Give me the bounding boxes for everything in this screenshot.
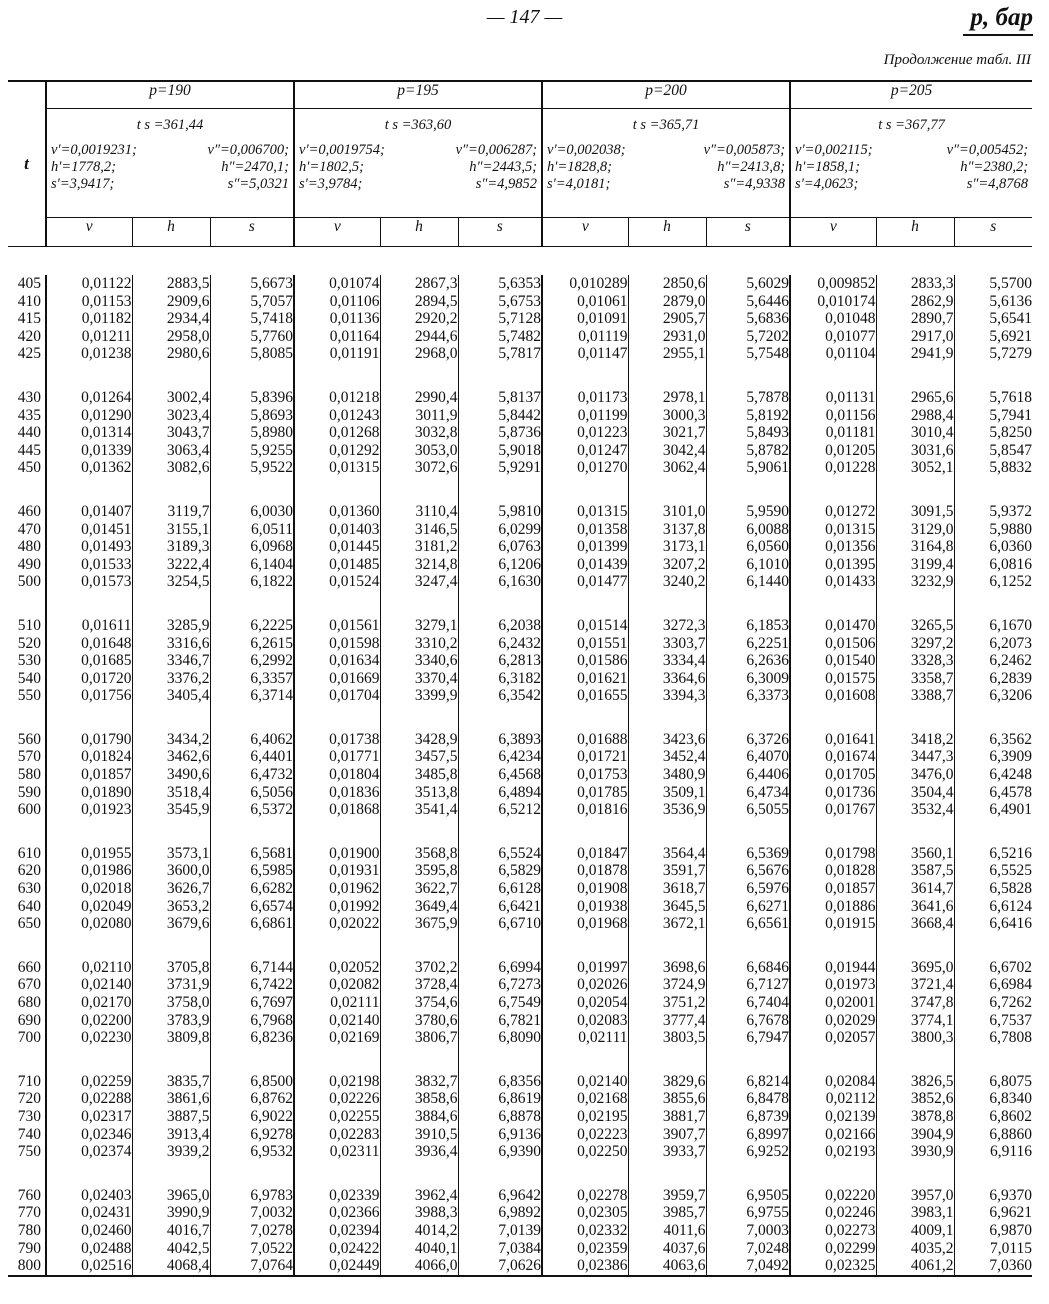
s-prime: s′=3,9417; <box>51 176 115 192</box>
h-prime: h′=1828,8; <box>547 159 612 175</box>
v-values: 0,02110 0,02140 0,02170 0,02200 0,02230 <box>46 959 132 1047</box>
s-double-prime: s″=4,9338 <box>723 176 786 192</box>
v-values: 0,02220 0,02246 0,02273 0,02299 0,02325 <box>790 1187 876 1276</box>
h-prime: h′=1858,1; <box>795 159 860 175</box>
v-values: 0,02084 0,02112 0,02139 0,02166 0,02193 <box>790 1073 876 1161</box>
h-values: 3568,8 3595,8 3622,7 3649,4 3675,9 <box>380 845 458 933</box>
temperature-cell: 710 720 730 740 750 <box>8 1073 46 1161</box>
s-values: 6,9783 7,0032 7,0278 7,0522 7,0764 <box>210 1187 294 1276</box>
s-values: 6,6846 6,7127 6,7404 6,7678 6,7947 <box>706 959 790 1047</box>
saturation-block <box>542 109 790 218</box>
pressure-header: p=190 <box>46 81 294 109</box>
saturation-temperature: t s =363,60 <box>384 117 452 133</box>
temperature-cell: 760 770 780 790 800 <box>8 1187 46 1276</box>
v-values: 0,01790 0,01824 0,01857 0,01890 0,01923 <box>46 731 132 819</box>
v-double-prime: v″=0,005873; <box>703 142 786 158</box>
h-values: 3119,7 3155,1 3189,3 3222,4 3254,5 <box>132 503 210 591</box>
v-values: 0,01997 0,02026 0,02054 0,02083 0,02111 <box>542 959 628 1047</box>
h-values: 2883,5 2909,6 2934,4 2958,0 2980,6 <box>132 275 210 363</box>
h-values: 3285,9 3316,6 3346,7 3376,2 3405,4 <box>132 617 210 705</box>
h-prime: h′=1802,5; <box>299 159 364 175</box>
table-row-group <box>8 1187 1032 1276</box>
v-values: 0,02198 0,02226 0,02255 0,02283 0,02311 <box>294 1073 380 1161</box>
v-values: 0,01514 0,01551 0,01586 0,01621 0,01655 <box>542 617 628 705</box>
v-values: 0,01272 0,01315 0,01356 0,01395 0,01433 <box>790 503 876 591</box>
s-values: 6,0030 6,0511 6,0968 6,1404 6,1822 <box>210 503 294 591</box>
s-values: 6,1670 6,2073 6,2462 6,2839 6,3206 <box>989 616 1033 705</box>
s-double-prime: s″=4,8768 <box>966 176 1029 192</box>
v-values: 0,02140 0,02168 0,02195 0,02223 0,02250 <box>542 1073 628 1161</box>
v-prime: v′=0,002038; <box>547 142 626 158</box>
h-values: 3279,1 3310,2 3340,6 3370,4 3399,9 <box>380 617 458 705</box>
table-row-group <box>8 1073 1032 1161</box>
h-values: 3101,0 3137,8 3173,1 3207,2 3240,2 <box>628 503 706 591</box>
s-values: 5,6673 5,7057 5,7418 5,7760 5,8085 <box>210 275 294 363</box>
s-values: 6,3562 6,3909 6,4248 6,4578 6,4901 <box>989 730 1033 819</box>
temperature-cell: 405 410 415 420 425 <box>8 275 46 363</box>
v-values: 0,01360 0,01403 0,01445 0,01485 0,01524 <box>294 503 380 591</box>
s-double-prime: s″=5,0321 <box>227 176 290 192</box>
s-values: 6,8075 6,8340 6,8602 6,8860 6,9116 <box>989 1072 1033 1161</box>
h-values: 3564,4 3591,7 3618,7 3645,5 3672,1 <box>628 845 706 933</box>
saturation-block <box>790 109 1032 218</box>
h-values: 2990,4 3011,9 3032,8 3053,0 3072,6 <box>380 389 458 477</box>
s-values: 5,9590 6,0088 6,0560 6,1010 6,1440 <box>706 503 790 591</box>
h-values: 3962,4 3988,3 4014,2 4040,1 4066,0 <box>380 1187 458 1276</box>
h-values: 3826,5 3852,6 3878,8 3904,9 3930,9 <box>876 1073 954 1161</box>
column-header-v: v <box>790 218 876 247</box>
s-values: 5,6353 5,6753 5,7128 5,7482 5,7817 <box>458 275 542 363</box>
column-header-v: v <box>46 218 132 247</box>
saturation-temperature: t s =361,44 <box>136 117 204 133</box>
h-values: 3265,5 3297,2 3328,3 3358,7 3388,7 <box>876 617 954 705</box>
v-values: 0,01315 0,01358 0,01399 0,01439 0,01477 <box>542 503 628 591</box>
v-double-prime: v″=0,006700; <box>207 142 290 158</box>
s-values: 5,9810 6,0299 6,0763 6,1206 6,1630 <box>458 503 542 591</box>
v-double-prime: v″=0,006287; <box>455 142 538 158</box>
s-values: 6,8214 6,8478 6,8739 6,8997 6,9252 <box>706 1073 790 1161</box>
temperature-cell: 510 520 530 540 550 <box>8 617 46 705</box>
v-values: 0,01611 0,01648 0,01685 0,01720 0,01756 <box>46 617 132 705</box>
saturation-temperature: t s =365,71 <box>632 117 700 133</box>
h-values: 2978,1 3000,3 3021,7 3042,4 3062,4 <box>628 389 706 477</box>
v-values: 0,01847 0,01878 0,01908 0,01938 0,01968 <box>542 845 628 933</box>
h-double-prime: h″=2470,1; <box>221 159 290 175</box>
s-values: 6,3893 6,4234 6,4568 6,4894 6,5212 <box>458 731 542 819</box>
unit-underline <box>963 34 1033 36</box>
v-values: 0,01944 0,01973 0,02001 0,02029 0,02057 <box>790 959 876 1047</box>
h-values: 3959,7 3985,7 4011,6 4037,6 4063,6 <box>628 1187 706 1276</box>
table-row-group <box>8 731 1032 819</box>
temperature-cell: 430 435 440 445 450 <box>8 389 46 477</box>
h-values: 3418,2 3447,3 3476,0 3504,4 3532,4 <box>876 731 954 819</box>
s-values: 5,9372 5,9880 6,0360 6,0816 6,1252 <box>989 502 1033 591</box>
s-values: 5,7618 5,7941 5,8250 5,8547 5,8832 <box>989 388 1033 477</box>
temperature-cell: 610 620 630 640 650 <box>8 845 46 933</box>
v-values: 0,02052 0,02082 0,02111 0,02140 0,02169 <box>294 959 380 1047</box>
s-values: 6,5369 6,5676 6,5976 6,6271 6,6561 <box>706 845 790 933</box>
h-values: 3832,7 3858,6 3884,6 3910,5 3936,4 <box>380 1073 458 1161</box>
v-values: 0,01264 0,01290 0,01314 0,01339 0,01362 <box>46 389 132 477</box>
s-values: 6,5216 6,5525 6,5828 6,6124 6,6416 <box>989 844 1033 933</box>
column-header-h: h <box>876 218 954 247</box>
column-header-v: v <box>294 218 380 247</box>
table-row-group <box>8 389 1032 477</box>
s-prime: s′=3,9784; <box>299 176 363 192</box>
v-prime: v′=0,0019754; <box>299 142 385 158</box>
s-prime: s′=4,0623; <box>795 176 859 192</box>
table-row-group <box>8 617 1032 705</box>
v-values: 0,01738 0,01771 0,01804 0,01836 0,01868 <box>294 731 380 819</box>
s-prime: s′=4,0181; <box>547 176 611 192</box>
v-values: 0,01641 0,01674 0,01705 0,01736 0,01767 <box>790 731 876 819</box>
s-values: 6,4062 6,4401 6,4732 6,5056 6,5372 <box>210 731 294 819</box>
table-row-group <box>8 959 1032 1047</box>
s-values: 5,8396 5,8693 5,8980 5,9255 5,9522 <box>210 389 294 477</box>
saturation-block <box>46 109 294 218</box>
h-values: 3957,0 3983,1 4009,1 4035,2 4061,2 <box>876 1187 954 1276</box>
s-values: 5,5700 5,6136 5,6541 5,6921 5,7279 <box>989 275 1033 363</box>
s-values: 6,9642 6,9892 7,0139 7,0384 7,0626 <box>458 1187 542 1276</box>
h-values: 2965,6 2988,4 3010,4 3031,6 3052,1 <box>876 389 954 477</box>
saturation-block <box>294 109 542 218</box>
v-prime: v′=0,0019231; <box>51 142 137 158</box>
v-values: 0,01218 0,01243 0,01268 0,01292 0,01315 <box>294 389 380 477</box>
s-values: 6,9370 6,9621 6,9870 7,0115 7,0360 <box>954 1187 1032 1276</box>
column-header-s: s <box>458 218 542 247</box>
saturation-temperature: t s =367,77 <box>878 117 945 133</box>
h-values: 3560,1 3587,5 3614,7 3641,6 3668,4 <box>876 845 954 933</box>
h-values: 3695,0 3721,4 3747,8 3774,1 3800,3 <box>876 959 954 1047</box>
continuation-note: Продолжение табл. III <box>883 52 1031 68</box>
temperature-cell: 560 570 580 590 600 <box>8 731 46 819</box>
v-values: 0,01173 0,01199 0,01223 0,01247 0,01270 <box>542 389 628 477</box>
column-header-v: v <box>542 218 628 247</box>
s-values: 6,5524 6,5829 6,6128 6,6421 6,6710 <box>458 845 542 933</box>
s-values: 6,2225 6,2615 6,2992 6,3357 6,3714 <box>210 617 294 705</box>
column-header-h: h <box>628 218 706 247</box>
v-values: 0,01122 0,01153 0,01182 0,01211 0,01238 <box>46 275 132 363</box>
v-values: 0,02403 0,02431 0,02460 0,02488 0,02516 <box>46 1187 132 1276</box>
s-values: 6,7144 6,7422 6,7697 6,7968 6,8236 <box>210 959 294 1047</box>
h-values: 2833,3 2862,9 2890,7 2917,0 2941,9 <box>876 275 954 363</box>
v-prime: v′=0,002115; <box>795 142 873 158</box>
s-values: 5,7878 5,8192 5,8493 5,8782 5,9061 <box>706 389 790 477</box>
s-values: 6,9505 6,9755 7,0003 7,0248 7,0492 <box>706 1187 790 1276</box>
h-prime: h′=1778,2; <box>51 159 116 175</box>
h-values: 2850,6 2879,0 2905,7 2931,0 2955,1 <box>628 275 706 363</box>
v-values: 0,02339 0,02366 0,02394 0,02422 0,02449 <box>294 1187 380 1276</box>
s-values: 6,3726 6,4070 6,4406 6,4734 6,5055 <box>706 731 790 819</box>
h-values: 3965,0 3990,9 4016,7 4042,5 4068,4 <box>132 1187 210 1276</box>
pressure-header: p=205 <box>790 81 1032 109</box>
s-values: 5,6029 5,6446 5,6836 5,7202 5,7548 <box>706 275 790 363</box>
h-double-prime: h″=2380,2; <box>960 159 1029 175</box>
column-header-s: s <box>954 218 1032 247</box>
column-header-h: h <box>380 218 458 247</box>
h-double-prime: h″=2413,8; <box>717 159 786 175</box>
v-values: 0,01470 0,01506 0,01540 0,01575 0,01608 <box>790 617 876 705</box>
h-values: 3835,7 3861,6 3887,5 3913,4 3939,2 <box>132 1073 210 1161</box>
v-values: 0,009852 0,010174 0,01048 0,01077 0,01104 <box>790 275 876 363</box>
s-values: 6,6994 6,7273 6,7549 6,7821 6,8090 <box>458 959 542 1047</box>
h-values: 3573,1 3600,0 3626,7 3653,2 3679,6 <box>132 845 210 933</box>
pressure-header: p=200 <box>542 81 790 109</box>
v-values: 0,02278 0,02305 0,02332 0,02359 0,02386 <box>542 1187 628 1276</box>
s-values: 6,8356 6,8619 6,8878 6,9136 6,9390 <box>458 1073 542 1161</box>
v-values: 0,01074 0,01106 0,01136 0,01164 0,01191 <box>294 275 380 363</box>
v-values: 0,01131 0,01156 0,01181 0,01205 0,01228 <box>790 389 876 477</box>
h-values: 3434,2 3462,6 3490,6 3518,4 3545,9 <box>132 731 210 819</box>
h-values: 3698,6 3724,9 3751,2 3777,4 3803,5 <box>628 959 706 1047</box>
h-values: 3272,3 3303,7 3334,4 3364,6 3394,3 <box>628 617 706 705</box>
s-values: 6,1853 6,2251 6,2636 6,3009 6,3373 <box>706 617 790 705</box>
v-values: 0,01407 0,01451 0,01493 0,01533 0,01573 <box>46 503 132 591</box>
v-values: 0,01955 0,01986 0,02018 0,02049 0,02080 <box>46 845 132 933</box>
temperature-cell: 660 670 680 690 700 <box>8 959 46 1047</box>
t-column-header: t <box>8 81 46 247</box>
temperature-cell: 460 470 480 490 500 <box>8 503 46 591</box>
h-double-prime: h″=2443,5; <box>469 159 538 175</box>
h-values: 3428,9 3457,5 3485,8 3513,8 3541,4 <box>380 731 458 819</box>
v-values: 0,01900 0,01931 0,01962 0,01992 0,02022 <box>294 845 380 933</box>
h-values: 2867,3 2894,5 2920,2 2944,6 2968,0 <box>380 275 458 363</box>
unit-label: p, бар <box>970 4 1033 31</box>
pressure-header: p=195 <box>294 81 542 109</box>
v-values: 0,01688 0,01721 0,01753 0,01785 0,01816 <box>542 731 628 819</box>
column-header-s: s <box>706 218 790 247</box>
v-values: 0,01798 0,01828 0,01857 0,01886 0,01915 <box>790 845 876 933</box>
table-row-group <box>8 275 1032 363</box>
h-values: 3110,4 3146,5 3181,2 3214,8 3247,4 <box>380 503 458 591</box>
h-values: 3002,4 3023,4 3043,7 3063,4 3082,6 <box>132 389 210 477</box>
h-values: 3702,2 3728,4 3754,6 3780,6 3806,7 <box>380 959 458 1047</box>
s-values: 6,6702 6,6984 6,7262 6,7537 6,7808 <box>989 958 1033 1047</box>
h-values: 3705,8 3731,9 3758,0 3783,9 3809,8 <box>132 959 210 1047</box>
h-values: 3091,5 3129,0 3164,8 3199,4 3232,9 <box>876 503 954 591</box>
s-values: 6,8500 6,8762 6,9022 6,9278 6,9532 <box>210 1073 294 1161</box>
steam-table <box>8 80 1032 1277</box>
column-header-h: h <box>132 218 210 247</box>
v-values: 0,01561 0,01598 0,01634 0,01669 0,01704 <box>294 617 380 705</box>
table-row-group <box>8 503 1032 591</box>
v-values: 0,010289 0,01061 0,01091 0,01119 0,01147 <box>542 275 628 363</box>
v-double-prime: v″=0,005452; <box>946 142 1029 158</box>
column-header-s: s <box>210 218 294 247</box>
s-values: 5,8137 5,8442 5,8736 5,9018 5,9291 <box>458 389 542 477</box>
h-values: 3829,6 3855,6 3881,7 3907,7 3933,7 <box>628 1073 706 1161</box>
h-values: 3423,6 3452,4 3480,9 3509,1 3536,9 <box>628 731 706 819</box>
s-double-prime: s″=4,9852 <box>475 176 538 192</box>
v-values: 0,02259 0,02288 0,02317 0,02346 0,02374 <box>46 1073 132 1161</box>
page-number: — 147 — <box>486 6 563 28</box>
s-values: 6,2038 6,2432 6,2813 6,3182 6,3542 <box>458 617 542 705</box>
table-row-group <box>8 845 1032 933</box>
s-values: 6,5681 6,5985 6,6282 6,6574 6,6861 <box>210 845 294 933</box>
